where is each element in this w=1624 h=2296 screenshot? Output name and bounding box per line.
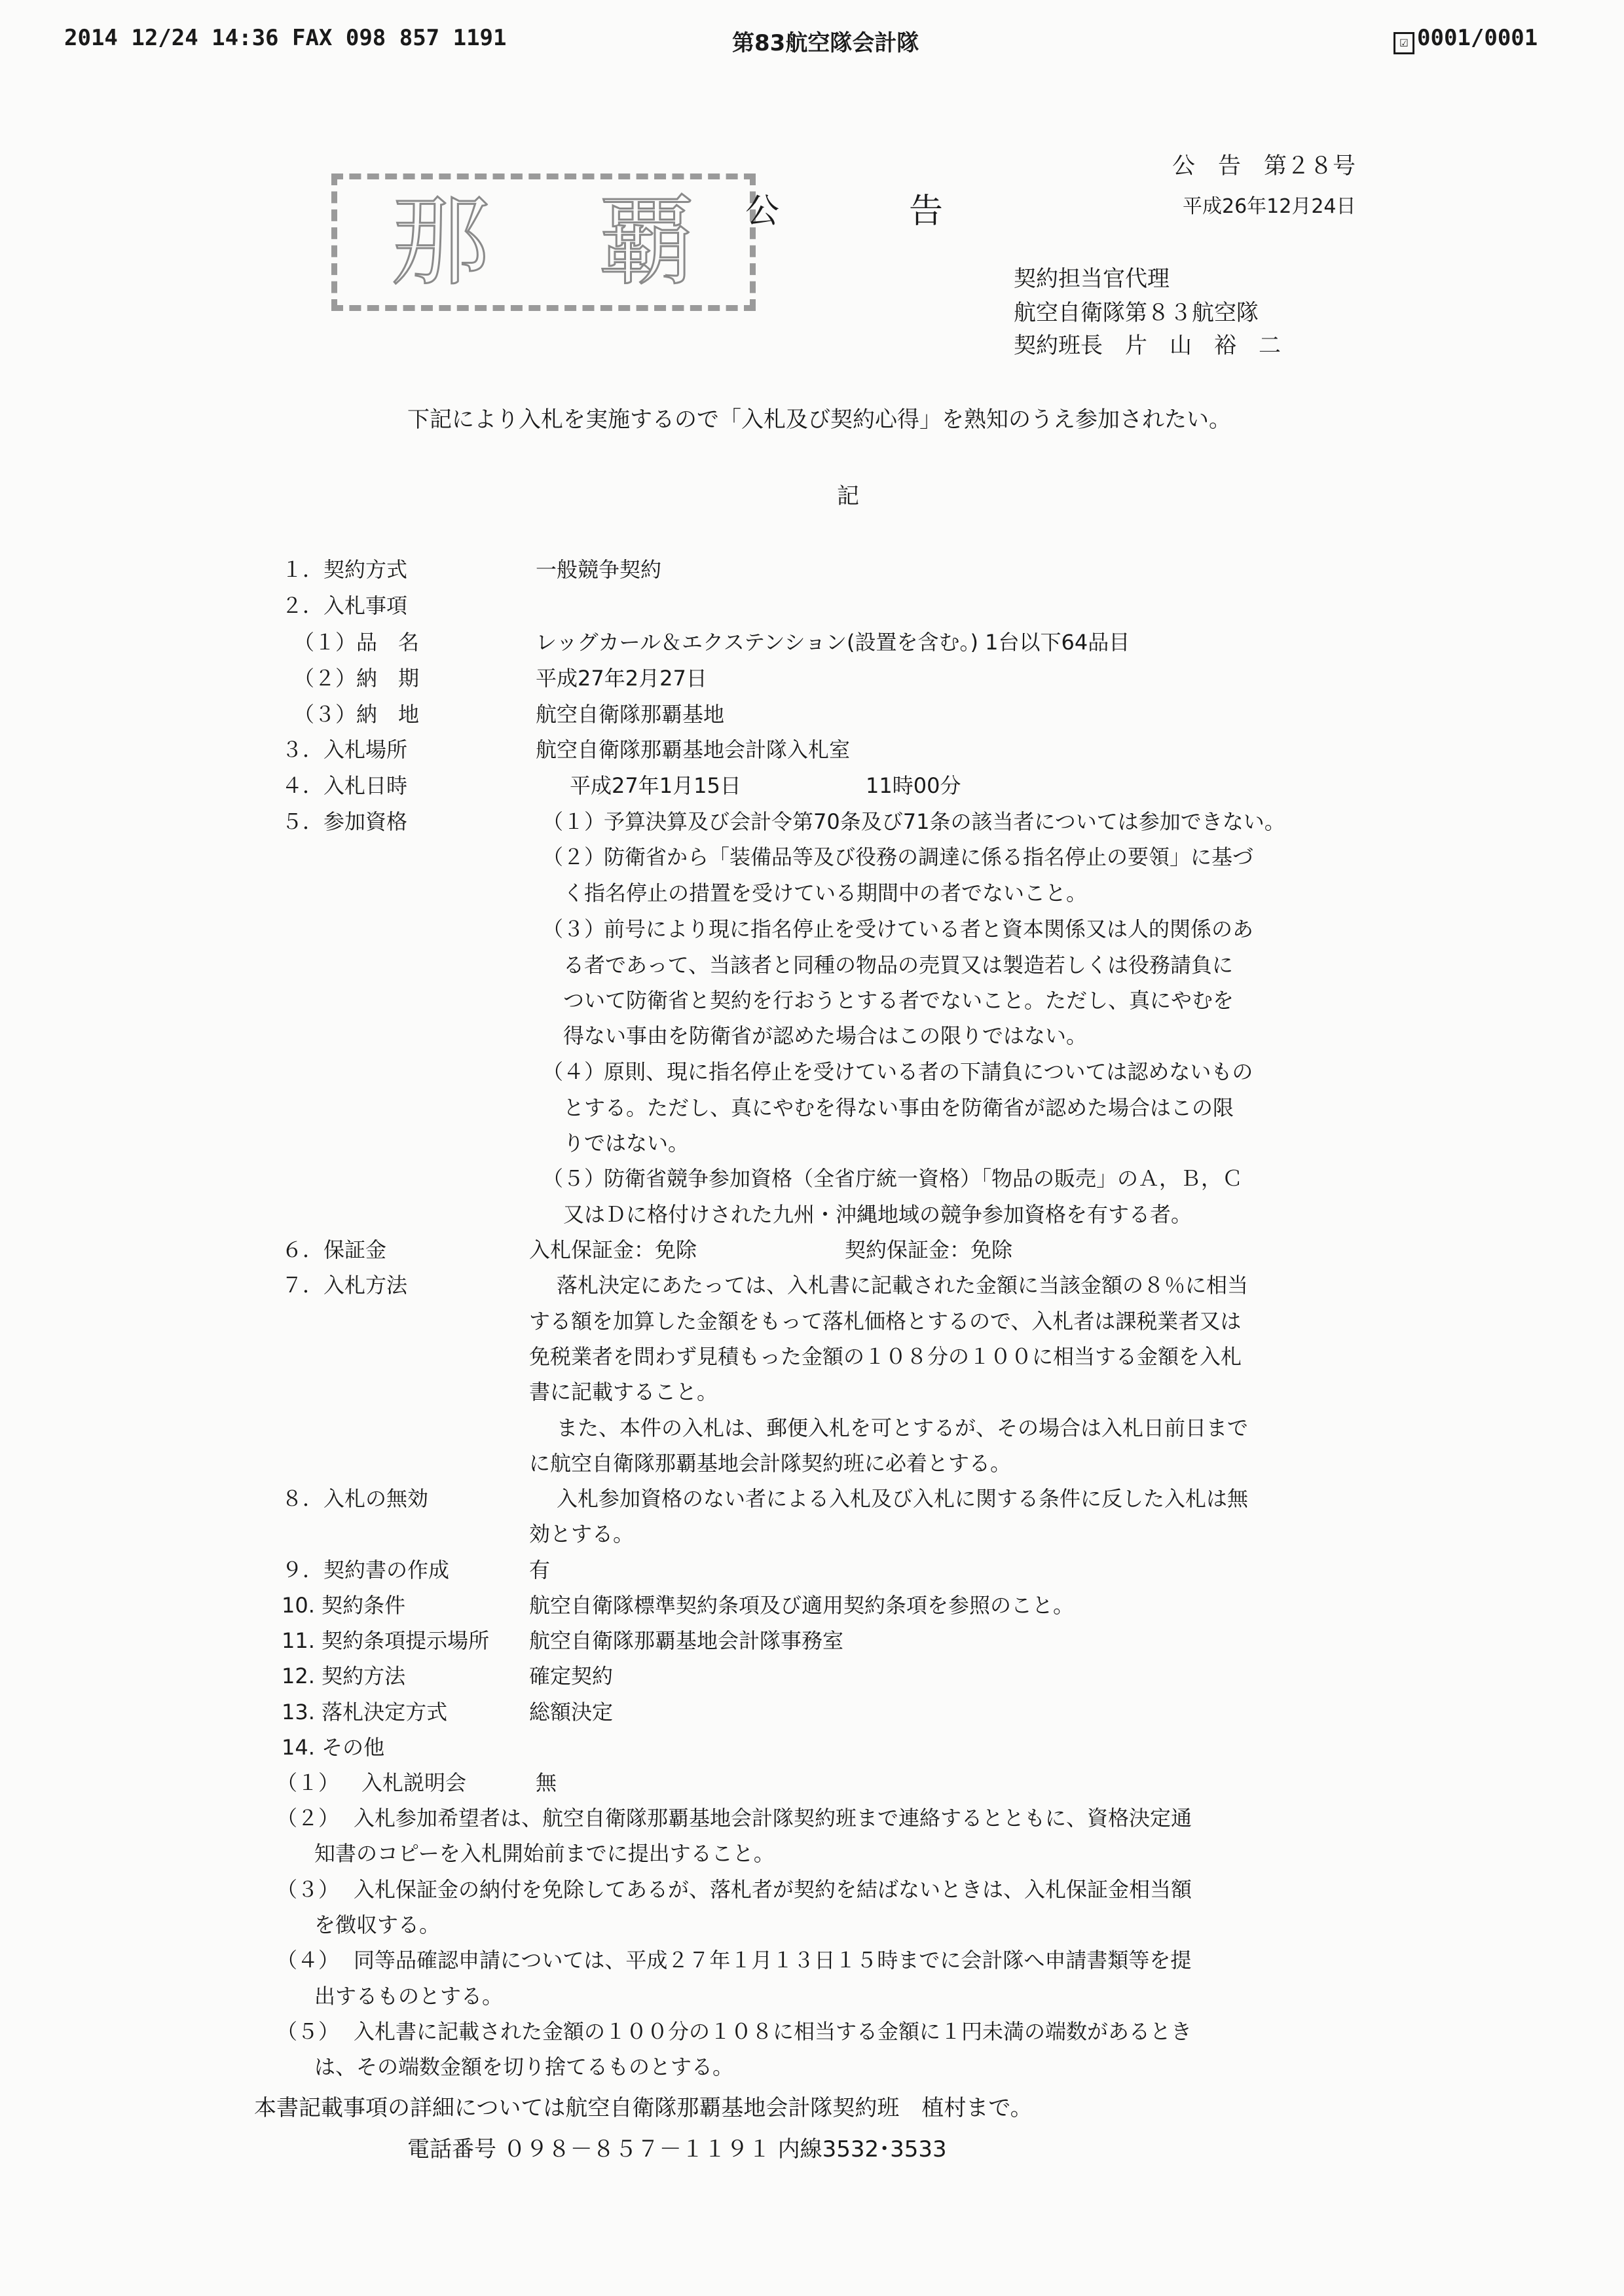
item-7-line-5: また、本件の入札は、郵便入札を可とするが、その場合は入札日前日まで: [557, 1415, 1249, 1440]
section-heading-ki: 記: [837, 483, 859, 509]
item-2-3-value: 航空自衛隊那覇基地: [536, 702, 725, 727]
item-8-line-2: 効とする。: [529, 1522, 635, 1546]
other-5-line-1: 入札書に記載された金額の１００分の１０８に相当する金額に１円未満の端数があるとき: [354, 2019, 1192, 2044]
item-1-value: 一般競争契約: [536, 557, 662, 582]
footer-phone: 電話番号 ０９８－８５７－１１９１ 内線3532･3533: [407, 2136, 947, 2162]
item-9-label: ９．契約書の作成: [282, 1558, 450, 1582]
item-9-value: 有: [529, 1558, 551, 1582]
notice-date: 平成26年12月24日: [1183, 195, 1356, 218]
item-2-2-value: 平成27年2月27日: [536, 666, 707, 691]
qual-5-num: （５）: [542, 1166, 606, 1191]
item-7-line-1: 落札決定にあたっては、入札書に記載された金額に当該金額の８％に相当: [557, 1273, 1249, 1298]
item-10-label: 10. 契約条件: [282, 1593, 406, 1618]
other-1-num: （１）: [276, 1770, 340, 1795]
item-13-value: 総額決定: [529, 1700, 614, 1724]
official-seal-stamp: [331, 173, 756, 311]
item-13-label: 13. 落札決定方式: [282, 1700, 448, 1724]
other-2-line-1: 入札参加希望者は、航空自衛隊那覇基地会計隊契約班まで連絡するとともに、資格決定通: [354, 1806, 1192, 1831]
qual-2-num: （２）: [542, 845, 606, 869]
fax-page-label: 0001/0001: [1417, 25, 1538, 51]
item-7-line-3: 免税業者を問わず見積もった金額の１０８分の１００に相当する金額を入札: [529, 1344, 1242, 1369]
other-2-num: （２）: [276, 1806, 340, 1831]
item-12-value: 確定契約: [529, 1664, 614, 1688]
item-7-label: ７．入札方法: [282, 1273, 408, 1298]
qual-4-line-1: 原則、現に指名停止を受けている者の下請負については認めないもの: [604, 1059, 1253, 1084]
other-5-line-2: は、その端数金額を切り捨てるものとする。: [314, 2054, 734, 2079]
item-12-label: 12. 契約方法: [282, 1664, 406, 1688]
qual-5-line-2: 又はＤに格付けされた九州・沖縄地域の競争参加資格を有する者。: [563, 1202, 1192, 1227]
signer-name: 契約班長 片 山 裕 二: [1014, 333, 1281, 359]
item-7-line-4: 書に記載すること。: [529, 1379, 718, 1404]
qual-4-line-3: りではない。: [563, 1131, 690, 1156]
qual-3-line-1: 前号により現に指名停止を受けている者と資本関係又は人的関係のあ: [604, 917, 1254, 941]
qual-3-line-4: 得ない事由を防衛省が認めた場合はこの限りではない。: [563, 1023, 1088, 1048]
other-4-line-2: 出するものとする。: [314, 1984, 504, 2009]
item-8-line-1: 入札参加資格のない者による入札及び入札に関する条件に反した入札は無: [557, 1486, 1249, 1511]
signer-org: 航空自衛隊第８３航空隊: [1014, 300, 1259, 326]
item-5-label: ５．参加資格: [282, 809, 408, 834]
other-1-text: 入札説明会: [361, 1770, 467, 1795]
item-3-value: 航空自衛隊那覇基地会計隊入札室: [536, 737, 851, 762]
qual-4-line-2: とする。ただし、真にやむを得ない事由を防衛省が認めた場合はこの限: [563, 1095, 1234, 1120]
item-11-value: 航空自衛隊那覇基地会計隊事務室: [529, 1628, 844, 1653]
other-3-line-2: を徴収する。: [314, 1912, 441, 1937]
stamp-char-1: 那: [391, 185, 490, 299]
item-6-value-2: 契約保証金：免除: [845, 1237, 1013, 1262]
item-6-label: ６．保証金: [282, 1237, 387, 1262]
item-2-1-label: （１）品 名: [293, 630, 420, 655]
item-4-time: 11時00分: [866, 773, 961, 798]
other-1-value: 無: [536, 1770, 557, 1795]
qual-4-num: （４）: [542, 1059, 606, 1084]
item-6-value-1: 入札保証金：免除: [529, 1237, 697, 1262]
item-2-label: ２．入札事項: [282, 593, 408, 618]
qual-1-num: （１）: [542, 809, 606, 834]
qual-3-num: （３）: [542, 917, 606, 941]
item-3-label: ３．入札場所: [282, 737, 408, 762]
item-7-line-6: に航空自衛隊那覇基地会計隊契約班に必着とする。: [529, 1451, 1012, 1476]
qual-2-line-1: 防衛省から「装備品等及び役務の調達に係る指名停止の要領」に基づ: [604, 845, 1254, 869]
item-2-3-label: （３）納 地: [293, 702, 420, 727]
item-2-2-label: （２）納 期: [293, 666, 420, 691]
item-14-label: 14. その他: [282, 1735, 385, 1760]
stamp-char-2: 覇: [597, 185, 696, 299]
notice-number: 公 告 第２８号: [1172, 153, 1356, 179]
item-8-label: ８．入札の無効: [282, 1486, 429, 1511]
item-7-line-2: する額を加算した金額をもって落札価格とするので、入札者は課税業者又は: [529, 1309, 1242, 1334]
fax-sender: 第83航空隊会計隊: [732, 30, 919, 56]
fax-datetime: 2014 12/24 14:36 FAX 098 857 1191: [64, 25, 507, 51]
fax-page-number: [1393, 25, 1538, 54]
item-10-value: 航空自衛隊標準契約条項及び適用契約条項を参照のこと。: [529, 1593, 1075, 1618]
other-4-line-1: 同等品確認申請については、平成２７年１月１３日１５時までに会計隊へ申請書類等を提: [354, 1948, 1192, 1973]
checkbox-icon: ☑: [1393, 32, 1414, 54]
qual-1-line-1: 予算決算及び会計令第70条及び71条の該当者については参加できない。: [604, 809, 1285, 834]
item-1-label: １．契約方式: [282, 557, 408, 582]
item-2-1-value: レッグカール＆エクステンション(設置を含む。) 1台以下64品目: [536, 630, 1130, 655]
qual-3-line-2: る者であって、当該者と同種の物品の売買又は製造若しくは役務請負に: [563, 953, 1234, 977]
intro-paragraph: 下記により入札を実施するので「入札及び契約心得」を熟知のうえ参加されたい。: [407, 407, 1231, 433]
other-2-line-2: 知書のコピーを入札開始前までに提出すること。: [314, 1841, 775, 1866]
notice-title-1: 公: [745, 192, 780, 231]
notice-title-2: 告: [909, 192, 944, 231]
other-3-line-1: 入札保証金の納付を免除してあるが、落札者が契約を結ばないときは、入札保証金相当額: [354, 1877, 1192, 1902]
footer-contact: 本書記載事項の詳細については航空自衛隊那覇基地会計隊契約班 植村まで。: [254, 2095, 1033, 2121]
other-3-num: （３）: [276, 1877, 340, 1902]
item-4-label: ４．入札日時: [282, 773, 408, 798]
qual-3-line-3: ついて防衛省と契約を行おうとする者でないこと。ただし、真にやむを: [563, 988, 1234, 1013]
other-4-num: （４）: [276, 1948, 340, 1973]
signer-title: 契約担当官代理: [1014, 266, 1170, 292]
qual-5-line-1: 防衛省競争参加資格（全省庁統一資格）「物品の販売」のＡ，Ｂ，Ｃ: [604, 1166, 1244, 1191]
qual-2-line-2: く指名停止の措置を受けている期間中の者でないこと。: [563, 881, 1088, 905]
other-5-num: （５）: [276, 2019, 340, 2044]
item-4-date: 平成27年1月15日: [570, 773, 741, 798]
item-11-label: 11. 契約条項提示場所: [282, 1628, 490, 1653]
